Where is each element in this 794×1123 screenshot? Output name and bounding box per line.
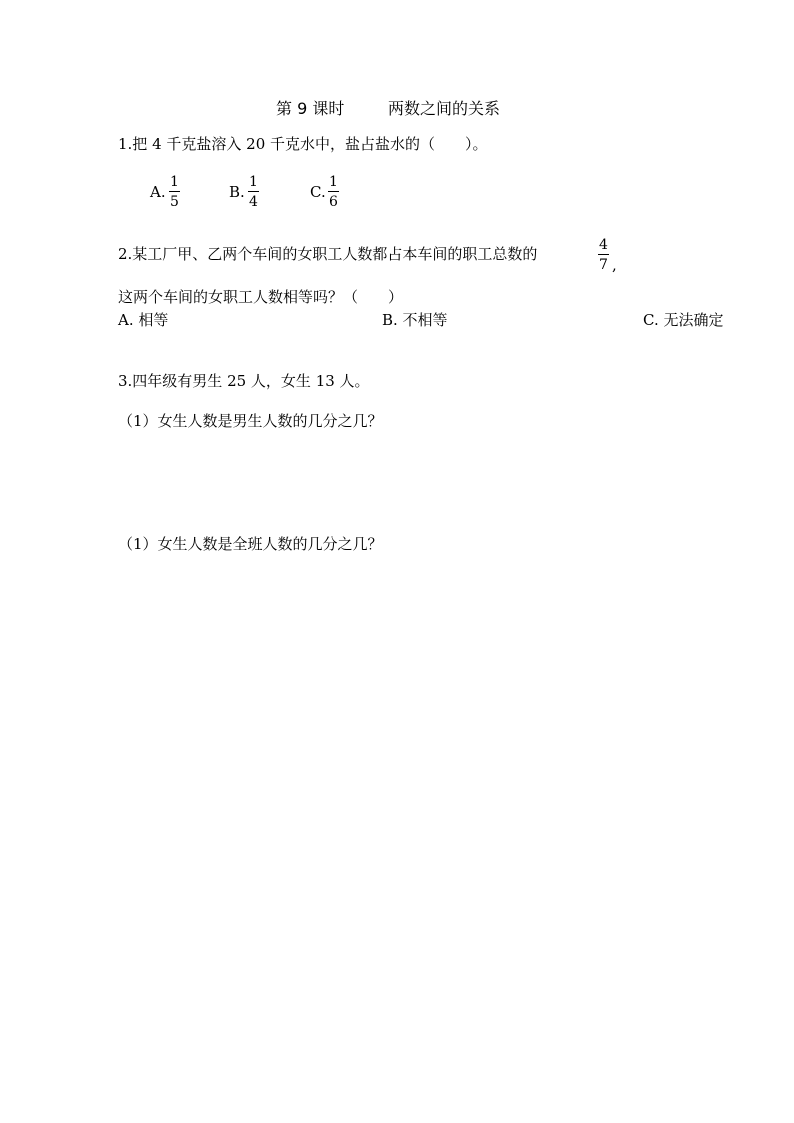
fraction-denominator: 6 — [329, 194, 338, 210]
fraction-bar — [328, 191, 339, 192]
question-2-stem: 2.某工厂甲、乙两个车间的女职工人数都占本车间的职工总数的 — [118, 245, 538, 263]
fraction-bar — [598, 254, 609, 255]
q2-option-a: A. 相等 — [118, 311, 169, 329]
q1-option-b-label: B. — [229, 183, 245, 201]
q2-option-c: C. 无法确定 — [643, 311, 724, 329]
fraction-bar — [169, 191, 180, 192]
question-3-sub2: （1）女生人数是全班人数的几分之几？ — [118, 535, 383, 553]
q2-option-b: B. 不相等 — [382, 311, 448, 329]
q1-option-c-fraction — [328, 175, 339, 209]
fraction-bar — [248, 191, 259, 192]
question-3-stem: 3.四年级有男生 25 人，女生 13 人。 — [118, 372, 370, 390]
page-title: 两数之间的关系 — [388, 99, 501, 118]
lesson-number: 第 9 课时 — [276, 99, 345, 118]
fraction-denominator: 4 — [249, 194, 258, 210]
fraction-denominator: 5 — [170, 194, 179, 210]
question-2-line2: 这两个车间的女职工人数相等吗？（ ） — [118, 288, 404, 306]
fraction-denominator: 7 — [599, 257, 608, 273]
fraction-numerator: 1 — [329, 174, 338, 190]
q1-option-a-fraction — [169, 175, 180, 209]
fraction-numerator: 1 — [249, 174, 258, 190]
q1-option-a-label: A. — [150, 183, 166, 201]
q2-fraction — [598, 238, 609, 272]
q1-option-c-label: C. — [310, 183, 326, 201]
question-3-sub1: （1）女生人数是男生人数的几分之几？ — [118, 412, 383, 430]
q2-comma: , — [612, 256, 617, 274]
fraction-numerator: 4 — [599, 237, 608, 253]
fraction-numerator: 1 — [170, 174, 179, 190]
q1-option-b-fraction — [248, 175, 259, 209]
question-1-stem: 1.把 4 千克盐溶入 20 千克水中，盐占盐水的（ ）。 — [118, 135, 488, 153]
